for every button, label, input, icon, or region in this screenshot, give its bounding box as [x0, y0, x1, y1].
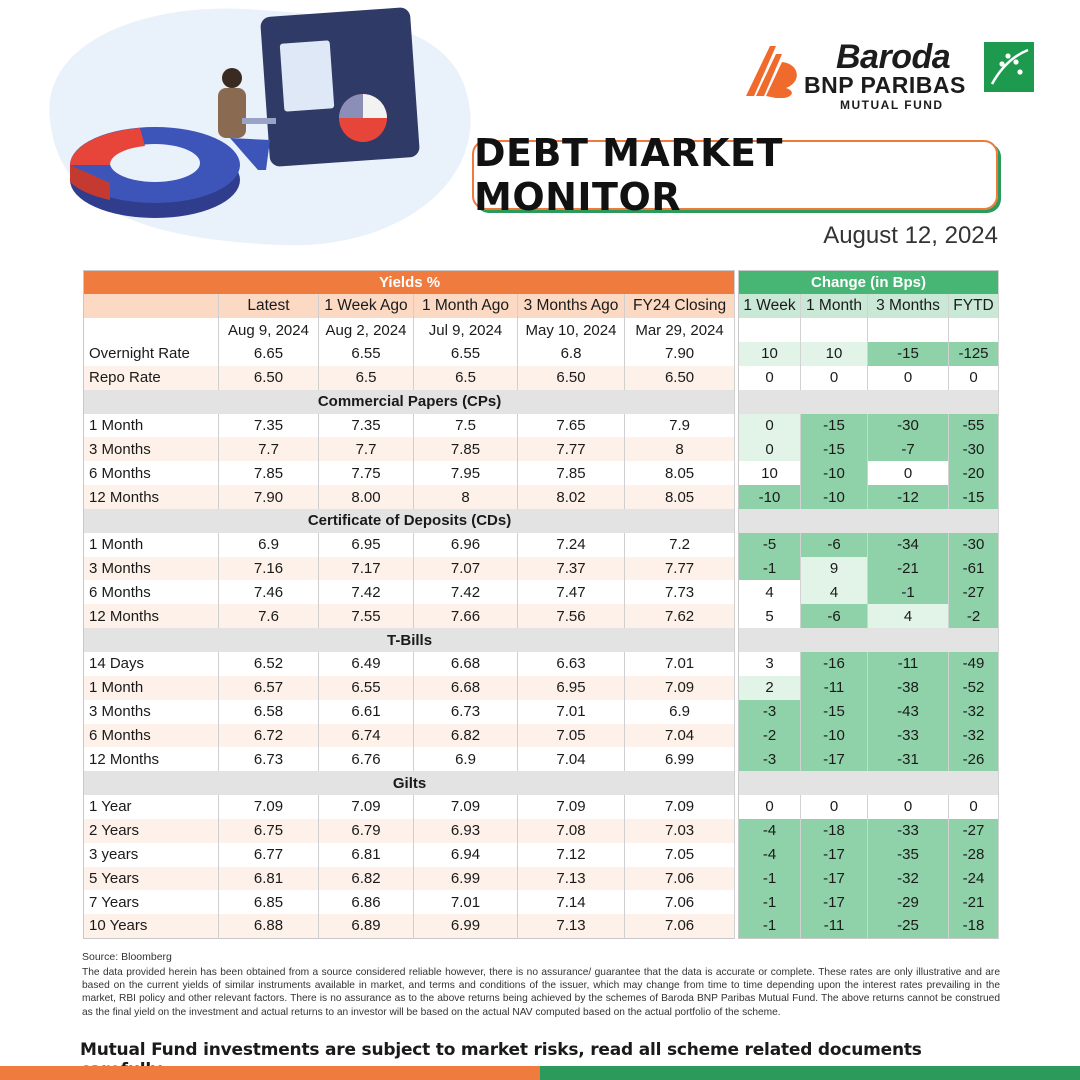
change-cell: -25 — [868, 914, 949, 938]
change-cell: -21 — [949, 890, 999, 914]
yield-cell: 7.47 — [518, 580, 625, 604]
table-row — [739, 533, 999, 557]
yield-cell: 6.81 — [319, 843, 414, 867]
yield-cell: 6.99 — [625, 747, 735, 771]
change-cell: -29 — [868, 890, 949, 914]
table-row — [84, 652, 735, 676]
table-row — [84, 914, 735, 938]
yield-cell: 7.2 — [625, 533, 735, 557]
yield-cell: 7.90 — [625, 342, 735, 366]
yield-cell: 7.01 — [518, 700, 625, 724]
table-row — [739, 914, 999, 938]
change-cell: -3 — [739, 747, 801, 771]
yield-cell: 7.17 — [319, 557, 414, 581]
table-row — [84, 819, 735, 843]
table-row — [739, 867, 999, 891]
title-banner — [472, 131, 998, 219]
change-bps-table — [738, 270, 999, 939]
section-header-blank — [739, 628, 999, 652]
change-cell: -16 — [801, 652, 868, 676]
change-column-header: FYTD — [949, 294, 999, 318]
table-row — [84, 700, 735, 724]
source-note: Source: Bloomberg — [82, 951, 172, 963]
change-cell: -55 — [949, 414, 999, 438]
table-row — [84, 437, 735, 461]
table-row — [84, 533, 735, 557]
row-label: 12 Months — [84, 747, 219, 771]
change-cell: -7 — [868, 437, 949, 461]
table-row — [84, 724, 735, 748]
yield-cell: 7.13 — [518, 867, 625, 891]
change-column-header: 1 Week — [739, 294, 801, 318]
change-cell: -27 — [949, 819, 999, 843]
table-row — [739, 676, 999, 700]
yield-cell: 8.02 — [518, 485, 625, 509]
change-cell: -43 — [868, 700, 949, 724]
change-cell: 0 — [949, 366, 999, 390]
row-label: 3 Months — [84, 437, 219, 461]
section-header: Commercial Papers (CPs) — [84, 390, 735, 414]
yield-cell: 6.85 — [219, 890, 319, 914]
change-cell: -11 — [801, 914, 868, 938]
yield-column-date: Jul 9, 2024 — [414, 318, 518, 342]
yield-cell: 6.76 — [319, 747, 414, 771]
yield-cell: 7.5 — [414, 414, 518, 438]
yield-cell: 7.35 — [219, 414, 319, 438]
disclaimer-text: The data provided herein has been obtained from a source considered reliable however, there is no assurance/ guarantee that the data is accurate or complete. These rates are only illustrative and are based on the current yields of similar instruments available in market, and terms and conditions of the issuer, which may change from time to time depending upon the interest rates prevailing in the market, RBI policy and other relevant factors. There is no assurance as to the above returns being achieved by the schemes of Baroda BNP Paribas Mutual Fund. The above returns cannot be construed as the final yield on the investment and actual returns to an investor will be based on the actual NAV computed based on the actual portfolio of the scheme. — [82, 967, 1000, 1018]
change-cell: -18 — [949, 914, 999, 938]
change-cell: -3 — [739, 700, 801, 724]
section-header-blank — [739, 509, 999, 533]
yield-cell: 6.55 — [414, 342, 518, 366]
yield-cell: 6.8 — [518, 342, 625, 366]
yield-cell: 6.57 — [219, 676, 319, 700]
table-row — [739, 700, 999, 724]
change-cell: -10 — [801, 724, 868, 748]
yield-cell: 6.95 — [518, 676, 625, 700]
yield-cell: 7.73 — [625, 580, 735, 604]
yield-cell: 7.09 — [518, 795, 625, 819]
table-row — [84, 890, 735, 914]
row-label: 6 Months — [84, 461, 219, 485]
dashboard-illustration — [30, 0, 480, 255]
row-label: 6 Months — [84, 724, 219, 748]
row-label: 1 Month — [84, 533, 219, 557]
yield-cell: 7.08 — [518, 819, 625, 843]
table-row — [739, 461, 999, 485]
change-cell: -10 — [739, 485, 801, 509]
table-row — [84, 342, 735, 366]
yield-cell: 7.09 — [414, 795, 518, 819]
change-cell: -1 — [739, 914, 801, 938]
yield-cell: 7.77 — [518, 437, 625, 461]
change-cell: 3 — [739, 652, 801, 676]
table-row — [739, 843, 999, 867]
table-row — [84, 557, 735, 581]
yield-cell: 6.9 — [625, 700, 735, 724]
yield-column-date: Aug 2, 2024 — [319, 318, 414, 342]
table-row — [739, 724, 999, 748]
section-header: Gilts — [84, 771, 735, 795]
table-row — [84, 676, 735, 700]
yield-cell: 6.88 — [219, 914, 319, 938]
change-cell: -2 — [739, 724, 801, 748]
yield-cell: 6.5 — [414, 366, 518, 390]
section-header-blank — [739, 390, 999, 414]
yield-cell: 7.85 — [518, 461, 625, 485]
bnp-stars-icon — [984, 42, 1034, 92]
row-label: Repo Rate — [84, 366, 219, 390]
row-label: 5 Years — [84, 867, 219, 891]
table-row — [84, 795, 735, 819]
yield-column-header: 3 Months Ago — [518, 294, 625, 318]
yield-cell: 6.96 — [414, 533, 518, 557]
change-cell: -17 — [801, 867, 868, 891]
yield-cell: 6.49 — [319, 652, 414, 676]
change-cell: 10 — [739, 461, 801, 485]
yield-cell: 6.72 — [219, 724, 319, 748]
yield-cell: 6.55 — [319, 342, 414, 366]
change-cell: 0 — [801, 795, 868, 819]
change-cell: 0 — [868, 795, 949, 819]
yield-cell: 7.01 — [414, 890, 518, 914]
yield-cell: 6.95 — [319, 533, 414, 557]
yield-cell: 6.79 — [319, 819, 414, 843]
yield-cell: 6.93 — [414, 819, 518, 843]
change-cell: -5 — [739, 533, 801, 557]
change-cell: -6 — [801, 604, 868, 628]
yield-cell: 6.50 — [219, 366, 319, 390]
change-cell: -6 — [801, 533, 868, 557]
yield-cell: 6.89 — [319, 914, 414, 938]
yield-cell: 7.77 — [625, 557, 735, 581]
change-cell: 10 — [739, 342, 801, 366]
yield-cell: 7.01 — [625, 652, 735, 676]
yield-cell: 7.05 — [518, 724, 625, 748]
yield-column-header: 1 Week Ago — [319, 294, 414, 318]
change-band-header: Change (in Bps) — [739, 271, 999, 295]
change-cell: 0 — [949, 795, 999, 819]
change-cell: -11 — [801, 676, 868, 700]
yield-cell: 7.04 — [518, 747, 625, 771]
yield-cell: 6.73 — [414, 700, 518, 724]
change-date-blank — [868, 318, 949, 342]
yield-cell: 7.56 — [518, 604, 625, 628]
yield-cell: 6.5 — [319, 366, 414, 390]
table-row — [84, 867, 735, 891]
yield-cell: 7.09 — [319, 795, 414, 819]
section-header-blank — [739, 771, 999, 795]
yield-cell: 7.75 — [319, 461, 414, 485]
change-cell: 0 — [868, 461, 949, 485]
yield-cell: 8 — [414, 485, 518, 509]
change-cell: -1 — [868, 580, 949, 604]
yield-cell: 7.14 — [518, 890, 625, 914]
page-title: DEBT MARKET MONITOR — [474, 131, 783, 219]
yield-cell: 7.55 — [319, 604, 414, 628]
change-cell: -24 — [949, 867, 999, 891]
change-cell: -18 — [801, 819, 868, 843]
yield-cell: 7.6 — [219, 604, 319, 628]
footer-bar-orange — [0, 1066, 540, 1080]
risk-statement: Mutual Fund investments are subject to market risks, read all scheme related documents — [80, 1040, 922, 1060]
yield-cell: 7.66 — [414, 604, 518, 628]
table-row — [84, 843, 735, 867]
yield-cell: 6.50 — [625, 366, 735, 390]
change-cell: 0 — [739, 795, 801, 819]
yield-cell: 7.35 — [319, 414, 414, 438]
yields-table — [83, 270, 735, 939]
change-cell: -32 — [868, 867, 949, 891]
change-column-header: 1 Month — [801, 294, 868, 318]
change-date-blank — [739, 318, 801, 342]
change-cell: -35 — [868, 843, 949, 867]
row-label: 1 Month — [84, 676, 219, 700]
change-cell: 0 — [801, 366, 868, 390]
change-cell: -30 — [949, 437, 999, 461]
yield-cell: 6.73 — [219, 747, 319, 771]
yield-cell: 7.37 — [518, 557, 625, 581]
change-cell: -125 — [949, 342, 999, 366]
brand-subtitle: BNP PARIBAS — [804, 72, 966, 98]
table-row — [739, 342, 999, 366]
yield-cell: 7.09 — [625, 795, 735, 819]
change-cell: 4 — [739, 580, 801, 604]
change-cell: -31 — [868, 747, 949, 771]
yield-column-date: Mar 29, 2024 — [625, 318, 735, 342]
yield-column-header: Latest — [219, 294, 319, 318]
change-cell: -4 — [739, 819, 801, 843]
change-cell: 2 — [739, 676, 801, 700]
row-label: 14 Days — [84, 652, 219, 676]
row-label: 1 Month — [84, 414, 219, 438]
table-row — [84, 747, 735, 771]
table-row — [739, 652, 999, 676]
table-row — [739, 437, 999, 461]
change-cell: 0 — [739, 414, 801, 438]
yield-cell: 6.55 — [319, 676, 414, 700]
change-cell: -28 — [949, 843, 999, 867]
yield-cell: 6.50 — [518, 366, 625, 390]
change-cell: -33 — [868, 724, 949, 748]
yield-cell: 7.85 — [219, 461, 319, 485]
change-cell: -1 — [739, 867, 801, 891]
change-cell: -15 — [801, 414, 868, 438]
table-row — [84, 366, 735, 390]
change-cell: -2 — [949, 604, 999, 628]
yield-cell: 6.81 — [219, 867, 319, 891]
change-cell: -10 — [801, 461, 868, 485]
section-header: Certificate of Deposits (CDs) — [84, 509, 735, 533]
change-cell: 4 — [868, 604, 949, 628]
footer-bar-green — [540, 1066, 1080, 1080]
change-cell: -34 — [868, 533, 949, 557]
table-row — [739, 580, 999, 604]
yield-cell: 7.04 — [625, 724, 735, 748]
yield-cell: 7.06 — [625, 890, 735, 914]
yield-column-header — [84, 294, 219, 318]
yield-cell: 7.09 — [219, 795, 319, 819]
change-cell: -20 — [949, 461, 999, 485]
yield-cell: 8.05 — [625, 461, 735, 485]
yield-cell: 7.06 — [625, 914, 735, 938]
change-cell: -1 — [739, 890, 801, 914]
yield-cell: 7.05 — [625, 843, 735, 867]
change-cell: -15 — [801, 700, 868, 724]
yield-cell: 6.9 — [414, 747, 518, 771]
change-cell: -17 — [801, 843, 868, 867]
yield-cell: 6.52 — [219, 652, 319, 676]
change-cell: -1 — [739, 557, 801, 581]
yield-cell: 6.74 — [319, 724, 414, 748]
yield-cell: 7.42 — [319, 580, 414, 604]
yield-cell: 6.99 — [414, 914, 518, 938]
yield-cell: 7.24 — [518, 533, 625, 557]
table-row — [84, 414, 735, 438]
yield-cell: 6.63 — [518, 652, 625, 676]
change-cell: -10 — [801, 485, 868, 509]
yield-column-date — [84, 318, 219, 342]
yield-column-header: 1 Month Ago — [414, 294, 518, 318]
yield-cell: 6.77 — [219, 843, 319, 867]
change-cell: -15 — [949, 485, 999, 509]
change-cell: -30 — [949, 533, 999, 557]
row-label: 7 Years — [84, 890, 219, 914]
change-cell: -49 — [949, 652, 999, 676]
yield-cell: 7.13 — [518, 914, 625, 938]
change-cell: -30 — [868, 414, 949, 438]
yield-cell: 6.82 — [319, 867, 414, 891]
change-date-blank — [801, 318, 868, 342]
change-cell: 9 — [801, 557, 868, 581]
change-cell: -21 — [868, 557, 949, 581]
change-cell: -32 — [949, 724, 999, 748]
yield-cell: 7.65 — [518, 414, 625, 438]
change-cell: -52 — [949, 676, 999, 700]
change-column-header: 3 Months — [868, 294, 949, 318]
change-cell: 4 — [801, 580, 868, 604]
row-label: 1 Year — [84, 795, 219, 819]
row-label: 3 years — [84, 843, 219, 867]
report-date: August 12, 2024 — [823, 222, 998, 249]
yields-band-header: Yields % — [84, 271, 735, 295]
yield-cell: 6.99 — [414, 867, 518, 891]
yield-cell: 6.86 — [319, 890, 414, 914]
change-cell: -38 — [868, 676, 949, 700]
table-row — [739, 795, 999, 819]
change-cell: -15 — [801, 437, 868, 461]
row-label: 12 Months — [84, 604, 219, 628]
yield-cell: 6.58 — [219, 700, 319, 724]
change-date-blank — [949, 318, 999, 342]
change-cell: -27 — [949, 580, 999, 604]
yield-cell: 7.42 — [414, 580, 518, 604]
yield-cell: 6.61 — [319, 700, 414, 724]
table-row — [739, 485, 999, 509]
change-cell: -61 — [949, 557, 999, 581]
yield-cell: 7.06 — [625, 867, 735, 891]
table-row — [739, 890, 999, 914]
yield-cell: 7.9 — [625, 414, 735, 438]
row-label: 3 Months — [84, 700, 219, 724]
change-cell: -11 — [868, 652, 949, 676]
yield-cell: 7.46 — [219, 580, 319, 604]
yield-column-header: FY24 Closing — [625, 294, 735, 318]
change-cell: -4 — [739, 843, 801, 867]
table-row — [739, 819, 999, 843]
change-cell: -15 — [868, 342, 949, 366]
brand-logo — [740, 38, 1040, 118]
yield-cell: 6.68 — [414, 676, 518, 700]
table-row — [84, 461, 735, 485]
yield-cell: 6.68 — [414, 652, 518, 676]
yield-cell: 8.00 — [319, 485, 414, 509]
table-row — [739, 366, 999, 390]
row-label: 2 Years — [84, 819, 219, 843]
row-label: 12 Months — [84, 485, 219, 509]
table-row — [739, 414, 999, 438]
change-cell: -17 — [801, 747, 868, 771]
yield-cell: 6.65 — [219, 342, 319, 366]
table-row — [739, 747, 999, 771]
change-cell: -12 — [868, 485, 949, 509]
yield-cell: 6.75 — [219, 819, 319, 843]
yield-cell: 7.16 — [219, 557, 319, 581]
yield-cell: 6.94 — [414, 843, 518, 867]
yield-column-date: May 10, 2024 — [518, 318, 625, 342]
change-cell: 10 — [801, 342, 868, 366]
row-label: 6 Months — [84, 580, 219, 604]
yield-cell: 7.7 — [319, 437, 414, 461]
table-row — [84, 604, 735, 628]
yield-cell: 7.07 — [414, 557, 518, 581]
yield-cell: 6.9 — [219, 533, 319, 557]
table-row — [84, 580, 735, 604]
row-label: Overnight Rate — [84, 342, 219, 366]
brand-name: Baroda — [836, 38, 951, 76]
table-row — [84, 485, 735, 509]
yield-cell: 7.90 — [219, 485, 319, 509]
yield-cell: 7.7 — [219, 437, 319, 461]
section-header: T-Bills — [84, 628, 735, 652]
baroda-sunburst-icon — [740, 42, 804, 98]
yield-cell: 8.05 — [625, 485, 735, 509]
change-cell: -33 — [868, 819, 949, 843]
yield-cell: 7.62 — [625, 604, 735, 628]
row-label: 10 Years — [84, 914, 219, 938]
change-cell: 5 — [739, 604, 801, 628]
yield-cell: 6.82 — [414, 724, 518, 748]
change-cell: -32 — [949, 700, 999, 724]
table-row — [739, 604, 999, 628]
change-cell: -26 — [949, 747, 999, 771]
brand-fund-label: MUTUAL FUND — [840, 98, 944, 112]
yield-column-date: Aug 9, 2024 — [219, 318, 319, 342]
yield-cell: 7.85 — [414, 437, 518, 461]
change-cell: 0 — [739, 437, 801, 461]
yield-cell: 8 — [625, 437, 735, 461]
change-cell: -17 — [801, 890, 868, 914]
table-row — [739, 557, 999, 581]
yield-cell: 7.03 — [625, 819, 735, 843]
yield-cell: 7.09 — [625, 676, 735, 700]
yield-cell: 7.95 — [414, 461, 518, 485]
change-cell: 0 — [739, 366, 801, 390]
row-label: 3 Months — [84, 557, 219, 581]
change-cell: 0 — [868, 366, 949, 390]
yield-cell: 7.12 — [518, 843, 625, 867]
